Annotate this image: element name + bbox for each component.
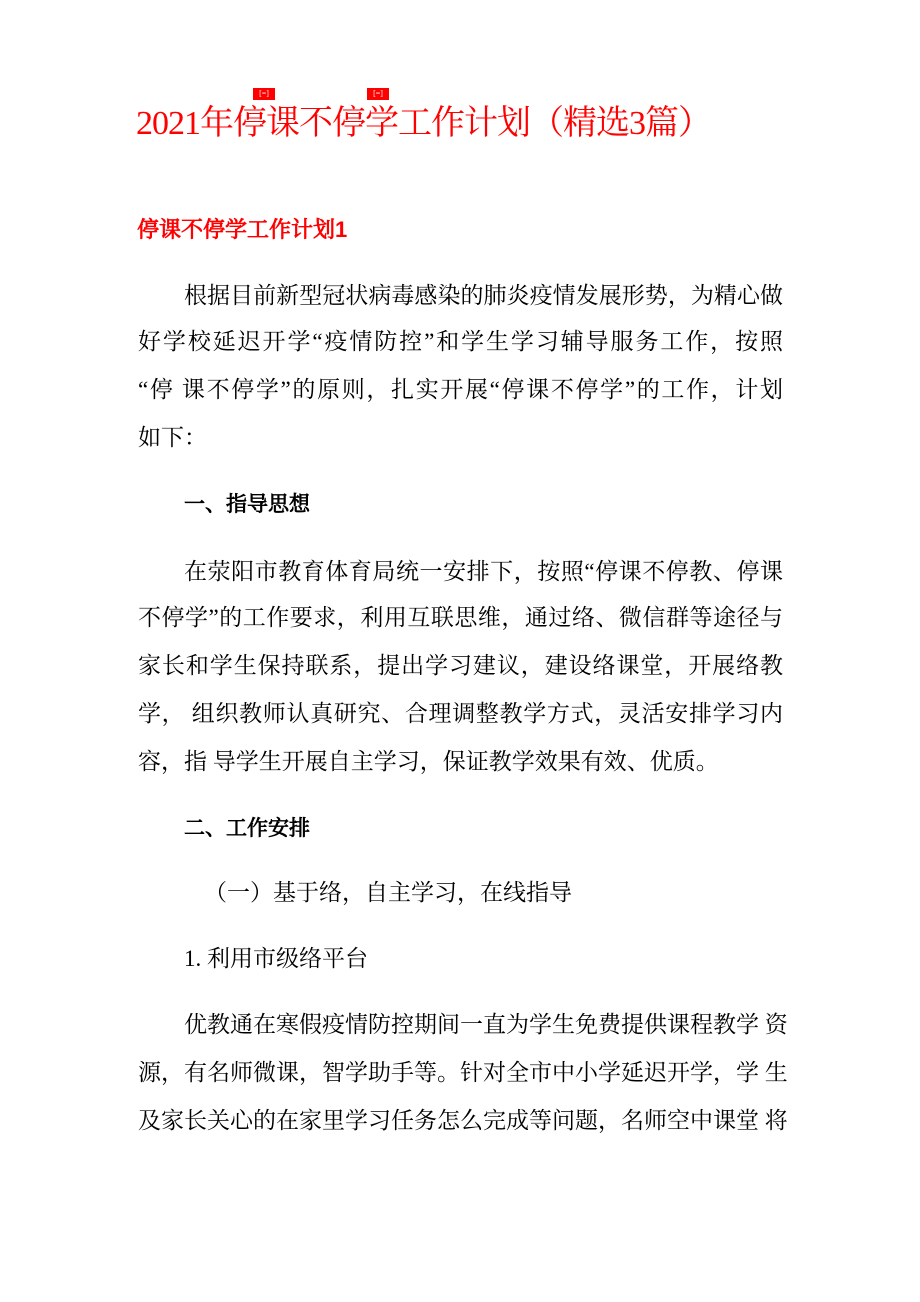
section-heading: 二、工作安排	[184, 817, 310, 840]
document-title: 2021年停课不停学工作计划（精选3篇）	[136, 105, 711, 142]
paragraph-line: 优教通在寒假疫情防控期间一直为学生免费提供课程教学 资	[184, 1012, 788, 1037]
paragraph-line: 如下：	[138, 425, 207, 450]
subsection-heading: （一）基于络，自主学习，在线指导	[204, 880, 572, 905]
paragraph-line: 容，指 导学生开展自主学习，保证教学效果有效、优质。	[138, 749, 719, 774]
watermark-mark: [=]	[367, 88, 389, 100]
watermark-mark: [=]	[253, 88, 275, 100]
paragraph-line: 家长和学生保持联系，提出学习建议，建设络课堂，开展络教	[138, 653, 783, 678]
paragraph-line: “停 课不停学”的原则，扎实开展“停课不停学”的工作，计划	[138, 377, 783, 402]
list-item-heading: 1. 利用市级络平台	[184, 946, 368, 971]
section-heading: 一、指导思想	[184, 493, 310, 516]
section-subtitle: 停课不停学工作计划1	[137, 217, 348, 242]
paragraph-line: 及家长关心的在家里学习任务怎么完成等问题，名师空中课堂 将	[138, 1108, 788, 1133]
paragraph-line: 源，有名师微课，智学助手等。针对全市中小学延迟开学，学 生	[138, 1060, 788, 1085]
paragraph-line: 好学校延迟开学“疫情防控”和学生学习辅导服务工作，按照	[138, 329, 783, 354]
paragraph-line: 学， 组织教师认真研究、合理调整教学方式，灵活安排学习内	[138, 701, 783, 726]
paragraph-line: 根据目前新型冠状病毒感染的肺炎疫情发展形势，为精心做	[184, 283, 783, 308]
paragraph-line: 在荥阳市教育体育局统一安排下，按照“停课不停教、停课	[184, 559, 783, 584]
paragraph-line: 不停学”的工作要求，利用互联思维，通过络、微信群等途径与	[138, 605, 783, 630]
